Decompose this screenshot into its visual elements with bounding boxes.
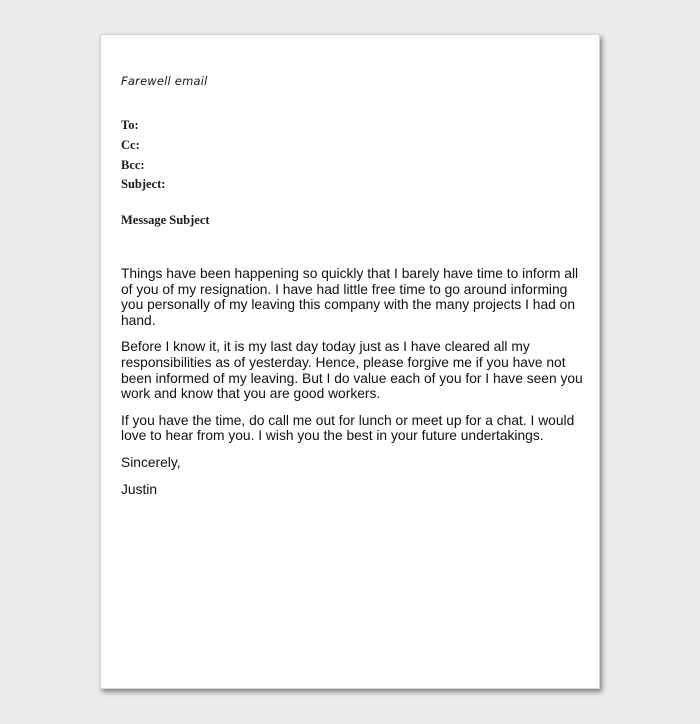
message-body xyxy=(121,266,591,508)
closing: Sincerely, xyxy=(121,454,181,470)
bcc-field-label: Bcc: xyxy=(121,157,145,172)
document-title: Farewell email xyxy=(121,74,208,88)
to-field-label: To: xyxy=(121,118,139,132)
message-subject: Message Subject xyxy=(121,213,210,227)
document-page xyxy=(100,34,600,689)
email-header-fields xyxy=(121,116,165,195)
body-paragraph: If you have the time, do call me out for lunch or meet up for a chat. I would love to hear from you. I wish you the best in your future undertakings. xyxy=(121,412,575,444)
subject-field-label: Subject: xyxy=(121,177,166,192)
body-paragraph: Things have been happening so quickly that I barely have time to inform all of you of my resignation. I have had little free time to go around informing you personally of my leaving this company with the many projects I had on hand. xyxy=(121,266,579,328)
cc-field-label: Cc: xyxy=(121,137,140,152)
body-paragraph: Before I know it, it is my last day today just as I have cleared all my responsibilities as of yesterday. Hence, please forgive me if you have not been informed of my leaving. But I do value each of you for I have seen you work and know that you are good workers. xyxy=(121,339,583,402)
signature: Justin xyxy=(121,481,158,497)
